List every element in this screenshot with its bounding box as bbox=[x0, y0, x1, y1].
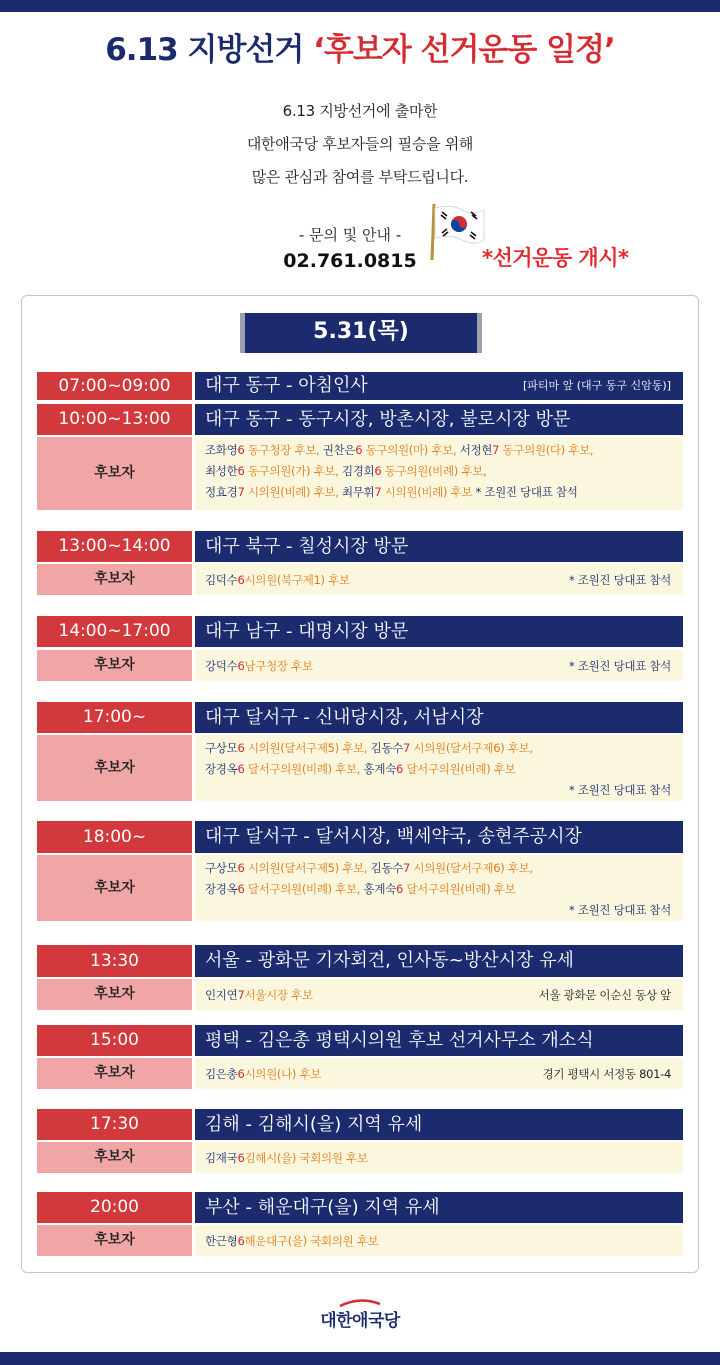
event-title bbox=[195, 945, 683, 977]
candidate-text: 김은총 bbox=[205, 1066, 238, 1081]
time-slot: 17:00~ bbox=[37, 702, 192, 733]
candidate-label: 후보자 bbox=[37, 564, 192, 595]
candidate-text: 7 bbox=[403, 741, 411, 755]
candidate-label: 후보자 bbox=[37, 1225, 192, 1256]
candidate-details bbox=[195, 1058, 683, 1089]
event-location-note: [파티마 앞 (대구 동구 신암동)] bbox=[522, 379, 671, 392]
bottom-bar bbox=[0, 1352, 720, 1365]
candidate-text: 6 bbox=[237, 1066, 245, 1081]
event-title bbox=[195, 1192, 683, 1223]
candidate-text: 동구의원(비례) 후보, bbox=[381, 464, 487, 478]
candidate-text: 시의원(달서구제6) 후보, bbox=[410, 741, 533, 755]
candidate-text: 7 bbox=[237, 485, 245, 499]
candidate-text: 정효경 bbox=[205, 485, 238, 499]
contact-phone: 02.761.0815 bbox=[283, 250, 417, 272]
candidate-label: 후보자 bbox=[37, 437, 192, 510]
logo-swoosh-icon bbox=[338, 1298, 382, 1308]
title-part-2: ‘후보자 선거운동 일정’ bbox=[313, 32, 615, 68]
event-text: 평택 - 김은총 평택시의원 후보 선거사무소 개소식 bbox=[205, 1030, 594, 1051]
candidate-text: 달서구의원(비례) 후보, bbox=[244, 882, 364, 896]
candidate-text: 강덕수 bbox=[205, 658, 238, 673]
candidate-text: 달서구의원(비례) 후보 bbox=[403, 762, 516, 776]
candidate-line bbox=[205, 879, 673, 900]
event-text: 대구 달서구 - 신내당시장, 서남시장 bbox=[205, 707, 484, 728]
date-banner: 5.31(목) bbox=[240, 313, 482, 353]
candidate-text: 구상모 bbox=[205, 861, 238, 875]
candidate-details bbox=[195, 979, 683, 1010]
candidate-text: 동구의원(마) 후보, bbox=[362, 443, 460, 457]
time-slot: 13:00~14:00 bbox=[37, 531, 192, 562]
candidate-text: 조화영 bbox=[205, 443, 238, 457]
candidate-text: 6 bbox=[237, 658, 245, 673]
event-text: 대구 달서구 - 달서시장, 백세약국, 송현주공시장 bbox=[205, 826, 582, 847]
candidate-text: 구상모 bbox=[205, 741, 238, 755]
candidate-text: 6 bbox=[237, 443, 245, 457]
location-or-attend-note: * 조원진 당대표 참석 bbox=[569, 658, 671, 673]
candidate-text: 6 bbox=[237, 1233, 245, 1248]
intro-line-1: 6.13 지방선거에 출마한 bbox=[282, 102, 438, 120]
candidate-details bbox=[195, 564, 683, 595]
party-logo: 대한애국당 bbox=[320, 1311, 400, 1331]
candidate-text: 동구의원(가) 후보, bbox=[244, 464, 342, 478]
candidate-text: 7 bbox=[403, 861, 411, 875]
candidate-label: 후보자 bbox=[37, 735, 192, 801]
candidate-text: 김재국 bbox=[205, 1150, 238, 1165]
attend-note: * 조원진 당대표 참석 bbox=[569, 783, 671, 797]
intro-line-3: 많은 관심과 참여를 부탁드립니다. bbox=[251, 168, 469, 186]
candidate-text: 6 bbox=[237, 762, 245, 776]
time-slot: 18:00~ bbox=[37, 821, 192, 853]
location-or-attend-note: * 조원진 당대표 참석 bbox=[569, 572, 671, 587]
candidate-details bbox=[195, 735, 683, 801]
candidate-line bbox=[205, 858, 673, 879]
candidate-text: 인지연 bbox=[205, 987, 238, 1002]
candidate-text: 해운대구(을) 국회의원 후보 bbox=[244, 1233, 379, 1248]
contact-label: - 문의 및 안내 - bbox=[298, 226, 402, 244]
candidate-text: 시의원(비례) 후보, bbox=[244, 485, 342, 499]
candidate-text: 6 bbox=[237, 464, 245, 478]
candidate-text: 7 bbox=[237, 987, 245, 1002]
candidate-text: 김덕수 bbox=[205, 572, 238, 587]
event-title bbox=[195, 531, 683, 562]
candidate-line bbox=[205, 738, 673, 759]
candidate-text: 시의원(나) 후보 bbox=[244, 1066, 322, 1081]
event-title bbox=[195, 702, 683, 733]
candidate-text: 서울시장 후보 bbox=[244, 987, 313, 1002]
candidate-details bbox=[195, 437, 683, 510]
candidate-text: 6 bbox=[374, 464, 382, 478]
candidate-text: 동구청장 후보, bbox=[244, 443, 323, 457]
candidate-line bbox=[195, 650, 313, 681]
candidate-text: 6 bbox=[395, 882, 404, 896]
candidate-text: 시의원(비례) 후보 bbox=[381, 485, 473, 499]
candidate-label: 후보자 bbox=[37, 855, 192, 921]
event-title bbox=[195, 1025, 683, 1056]
candidate-line bbox=[195, 564, 350, 595]
event-text: 김해 - 김해시(을) 지역 유세 bbox=[205, 1114, 423, 1135]
candidate-details bbox=[195, 1225, 683, 1256]
korean-flag-icon bbox=[428, 200, 488, 260]
candidate-text: 6 bbox=[237, 861, 245, 875]
candidate-text: 6 bbox=[237, 572, 245, 587]
candidate-text: 6 bbox=[237, 741, 245, 755]
top-bar bbox=[0, 0, 720, 12]
candidate-text: 최성한 bbox=[205, 464, 238, 478]
candidate-text: 권찬은 bbox=[322, 443, 356, 457]
candidate-text: 김해시(을) 국회의원 후보 bbox=[244, 1150, 368, 1165]
candidate-details bbox=[195, 855, 683, 921]
event-text: 대구 북구 - 칠성시장 방문 bbox=[205, 536, 409, 557]
page-title bbox=[0, 24, 720, 69]
event-text: 서울 - 광화문 기자회견, 인사동~방산시장 유세 bbox=[205, 950, 574, 971]
candidate-label: 후보자 bbox=[37, 1058, 192, 1089]
candidate-text: 서정현 bbox=[459, 443, 493, 457]
time-slot: 15:00 bbox=[37, 1025, 192, 1056]
campaign-start-label: *선거운동 개시* bbox=[482, 246, 629, 270]
candidate-text: 시의원(북구제1) 후보 bbox=[244, 572, 350, 587]
candidate-text: * 조원진 당대표 참석 bbox=[472, 485, 578, 499]
candidate-text: 7 bbox=[374, 485, 382, 499]
event-text: 대구 남구 - 대명시장 방문 bbox=[205, 621, 409, 642]
event-text: 대구 동구 - 동구시장, 방촌시장, 불로시장 방문 bbox=[205, 409, 571, 430]
candidate-text: 동구의원(다) 후보, bbox=[499, 443, 594, 457]
location-or-attend-note: 서울 광화문 이순신 동상 앞 bbox=[538, 987, 671, 1002]
time-slot: 17:30 bbox=[37, 1109, 192, 1140]
intro-line-2: 대한애국당 후보자들의 필승을 위해 bbox=[246, 135, 474, 153]
candidate-text: 김경희 bbox=[341, 464, 375, 478]
attend-note: * 조원진 당대표 참석 bbox=[569, 903, 671, 917]
candidate-label: 후보자 bbox=[37, 650, 192, 681]
candidate-text: 김동수 bbox=[370, 741, 403, 755]
candidate-text: 시의원(달서구제5) 후보, bbox=[244, 741, 371, 755]
time-slot: 10:00~13:00 bbox=[37, 404, 192, 435]
event-title bbox=[195, 821, 683, 853]
candidate-text: 홍계숙 bbox=[363, 882, 396, 896]
candidate-text: 남구청장 후보 bbox=[244, 658, 313, 673]
candidate-text: 6 bbox=[395, 762, 404, 776]
candidate-line bbox=[195, 979, 313, 1010]
candidate-text: 달서구의원(비례) 후보 bbox=[403, 882, 516, 896]
time-slot: 20:00 bbox=[37, 1192, 192, 1223]
event-text: 대구 동구 - 아침인사 bbox=[205, 375, 368, 396]
candidate-line bbox=[205, 461, 673, 482]
candidate-line bbox=[195, 1225, 378, 1256]
candidate-label: 후보자 bbox=[37, 979, 192, 1010]
candidate-text: 최무휘 bbox=[341, 485, 375, 499]
candidate-line bbox=[195, 1058, 321, 1089]
candidate-text: 6 bbox=[237, 882, 245, 896]
event-title bbox=[195, 1109, 683, 1140]
title-part-1: 6.13 지방선거 bbox=[105, 32, 304, 68]
location-or-attend-note: 경기 평택시 서정동 801-4 bbox=[542, 1066, 671, 1081]
candidate-line bbox=[195, 1142, 368, 1173]
candidate-text: 김동수 bbox=[370, 861, 403, 875]
candidate-text: 시의원(달서구제6) 후보, bbox=[410, 861, 533, 875]
event-title bbox=[195, 616, 683, 647]
candidate-text: 달서구의원(비례) 후보, bbox=[244, 762, 364, 776]
event-text: 부산 - 해운대구(을) 지역 유세 bbox=[205, 1197, 440, 1218]
candidate-text: 6 bbox=[355, 443, 363, 457]
candidate-details bbox=[195, 1142, 683, 1173]
candidate-text: 6 bbox=[237, 1150, 245, 1165]
time-slot: 13:30 bbox=[37, 945, 192, 977]
candidate-text: 7 bbox=[492, 443, 500, 457]
candidate-details bbox=[195, 650, 683, 681]
candidate-text: 한근형 bbox=[205, 1233, 238, 1248]
time-slot: 07:00~09:00 bbox=[37, 372, 192, 400]
candidate-line bbox=[205, 440, 673, 461]
candidate-text: 장경옥 bbox=[205, 882, 238, 896]
candidate-label: 후보자 bbox=[37, 1142, 192, 1173]
event-title bbox=[195, 372, 683, 400]
event-title bbox=[195, 404, 683, 435]
candidate-line bbox=[205, 482, 673, 503]
candidate-line bbox=[205, 759, 673, 780]
candidate-text: 홍계숙 bbox=[363, 762, 396, 776]
time-slot: 14:00~17:00 bbox=[37, 616, 192, 647]
candidate-text: 장경옥 bbox=[205, 762, 238, 776]
candidate-text: 시의원(달서구제5) 후보, bbox=[244, 861, 371, 875]
